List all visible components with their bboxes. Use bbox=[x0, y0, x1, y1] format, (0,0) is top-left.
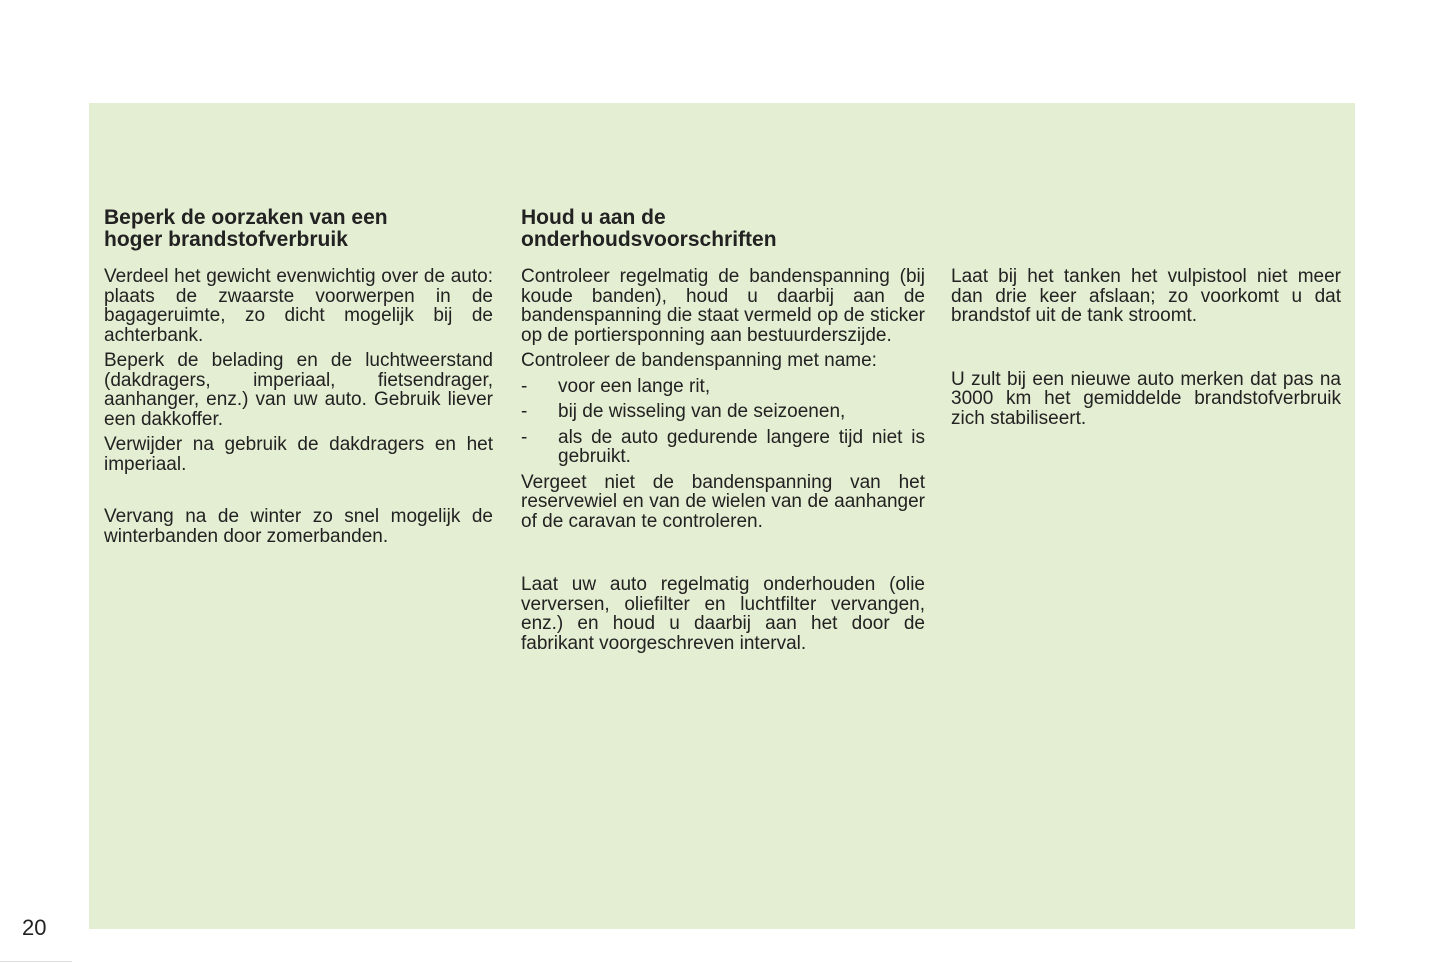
list-item: - als de auto gedurende langere tijd niet is gebruikt. bbox=[521, 426, 925, 467]
paragraph-regular-service: Laat uw auto regelmatig onderhouden (olie verversen, oliefilter en luchtfilter vervangen, enz.) en houd u daarbij aan het door de fabrikant voorgeschreven interval. bbox=[521, 574, 925, 654]
paragraph-fuel-nozzle: Laat bij het tanken het vulpistool niet meer dan drie keer afslaan; zo voorkomt u dat brandstof uit de tank stroomt. bbox=[951, 266, 1341, 326]
paragraph-air-resistance: Beperk de belading en de luchtweerstand (dakdragers, imperiaal, fietsendrager, aanhanger, enz.) van uw auto. Gebruik liever een dakkoffer. bbox=[104, 350, 493, 430]
page-divider bbox=[0, 961, 72, 962]
paragraph-weight-distribution: Verdeel het gewicht evenwichtig over de auto: plaats de zwaarste voorwerpen in de bagageruimte, zo dicht mogelijk bij de achterbank. bbox=[104, 266, 493, 346]
column-maintenance bbox=[521, 207, 925, 659]
paragraph-check-pressure: Controleer de bandenspanning met name: bbox=[521, 350, 877, 371]
paragraph-tyre-pressure: Controleer regelmatig de bandenspanning (bij koude banden), houd u daarbij aan de bandenspanning die staat vermeld op de sticker op de portiersponning aan bestuurderszijde. bbox=[521, 266, 925, 346]
column-fuel-consumption bbox=[104, 207, 493, 552]
list-item: - bij de wisseling van de seizoenen, bbox=[521, 401, 846, 422]
column-refuelling bbox=[951, 267, 1341, 434]
section-heading-maintenance: Houd u aan de onderhoudsvoorschriften bbox=[521, 206, 777, 251]
list-item: - voor een lange rit, bbox=[521, 375, 711, 397]
paragraph-remove-roof-racks: Verwijder na gebruik de dakdragers en het imperiaal. bbox=[104, 434, 493, 475]
paragraph-spare-wheel: Vergeet niet de bandenspanning van het reservewiel en van de wielen van de aanhanger of de caravan te controleren. bbox=[521, 471, 925, 532]
paragraph-new-car-consumption: U zult bij een nieuwe auto merken dat pas na 3000 km het gemiddelde brandstofverbruik zich stabiliseert. bbox=[951, 368, 1341, 429]
paragraph-winter-tyres: Vervang na de winter zo snel mogelijk de winterbanden door zomerbanden. bbox=[104, 506, 493, 547]
section-heading-fuel-consumption: Beperk de oorzaken van een hoger brandstofverbruik bbox=[104, 206, 388, 251]
page-number: 20 bbox=[22, 915, 47, 940]
